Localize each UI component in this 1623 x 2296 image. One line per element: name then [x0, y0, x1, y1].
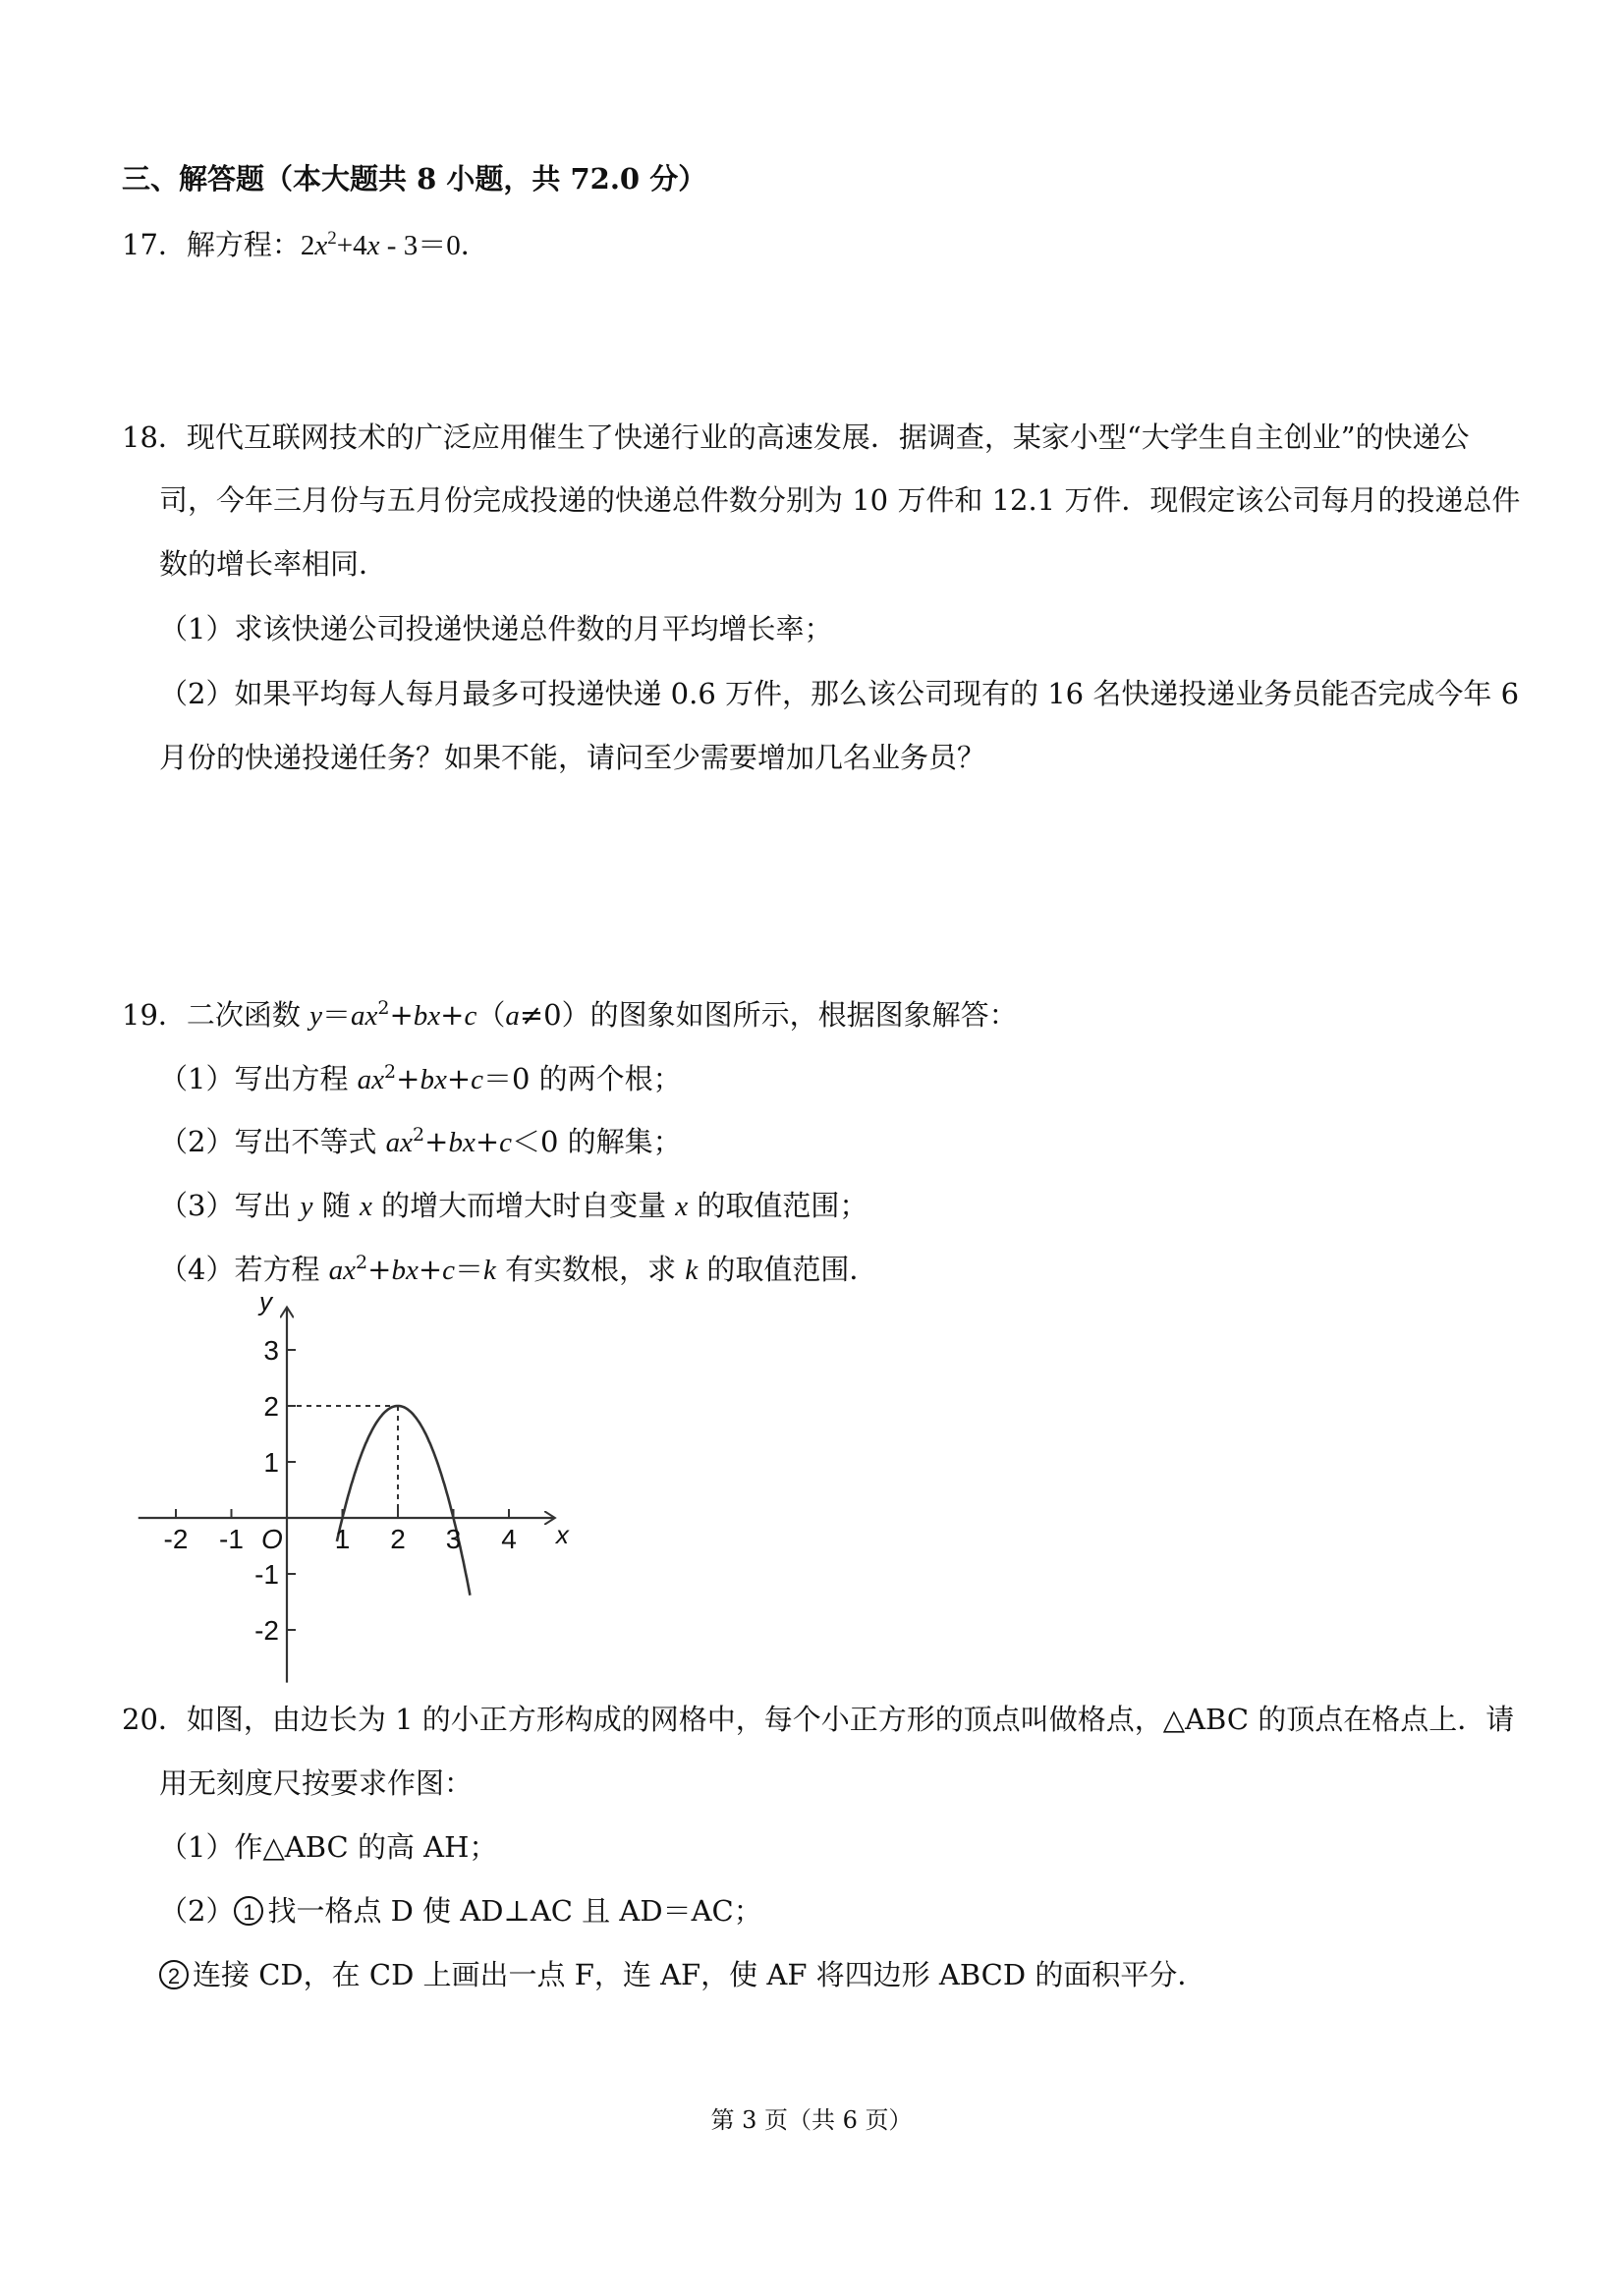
y-axis-label: y	[259, 1286, 272, 1316]
question-number: 17．	[122, 228, 187, 261]
question-19-part-3: （3）写出 y 随 x 的增大而增大时自变量 x 的取值范围；	[159, 1189, 868, 1222]
question-19-part-1: （1）写出方程 $ax^2+bx+c=0$ 的两个根；	[159, 1061, 682, 1095]
parabola-graph	[147, 1286, 580, 1685]
question-number: 20．	[122, 1703, 187, 1736]
question-20-part-2: （2） 1 找一格点 D 使 AD⊥AC 且 AD＝AC；	[159, 1894, 762, 1928]
question-18-line-2: 司，今年三月份与五月份完成投递的快递总件数分别为 10 万件和 12.1 万件．现假定该公司每月的投递总件	[159, 483, 1521, 517]
x-tick-label: -1	[219, 1524, 244, 1554]
question-lead: 解方程：	[186, 228, 301, 261]
question-19-part-4: （4）若方程 $ax^2+bx+c=k$ 有实数根，求 k 的取值范围．	[159, 1252, 878, 1286]
y-tick-label: 1	[263, 1447, 279, 1478]
question-19-stem: 19．二次函数 $y=ax^2+bx+c(a\ne 0)$的图象如图所示，根据图象解答：	[122, 997, 1018, 1032]
section-heading: 三、解答题（本大题共 8 小题，共 72.0 分）	[122, 162, 707, 196]
question-18-line-1: 18．现代互联网技术的广泛应用催生了快递行业的高速发展．据调查，某家小型“大学生自主创业”的快递公	[122, 420, 1470, 454]
question-18-part-2-line-1: （2）如果平均每人每月最多可投递快递 0.6 万件，那么该公司现有的 16 名快递投递业务员能否完成今年 6	[159, 677, 1520, 710]
question-18-part-1: （1）求该快递公司投递快递总件数的月平均增长率；	[159, 612, 833, 645]
x-tick-label: -2	[163, 1524, 189, 1554]
parabola-curve	[334, 1406, 471, 1596]
question-18-line-3: 数的增长率相同．	[159, 547, 388, 581]
x-tick-label: 1	[334, 1524, 351, 1554]
y-tick-label: -2	[254, 1615, 279, 1646]
equation: $2x^2+4x - 3=0$．	[300, 228, 489, 261]
circled-two-icon: 2	[159, 1960, 189, 1989]
x-tick-label: 3	[445, 1524, 462, 1554]
question-20-line-1: 20．如图，由边长为 1 的小正方形构成的网格中，每个小正方形的顶点叫做格点，△ABC 的顶点在格点上．请	[122, 1703, 1515, 1736]
question-17	[122, 225, 489, 265]
y-tick-label: 2	[263, 1391, 279, 1422]
question-20-line-2: 用无刻度尺按要求作图：	[159, 1766, 474, 1800]
question-19-part-2: （2）写出不等式 $ax^2+bx+c<0$ 的解集；	[159, 1124, 682, 1158]
question-number: 19．	[122, 998, 187, 1032]
origin-label: O	[261, 1524, 283, 1554]
question-number: 18．	[122, 420, 187, 454]
x-axis-label: x	[555, 1520, 569, 1549]
question-20-part-1: （1）作△ABC 的高 AH；	[159, 1830, 498, 1864]
page-footer: 第 3 页（共 6 页）	[710, 2106, 913, 2134]
y-tick-label: 3	[263, 1335, 279, 1366]
question-18-part-2-line-2: 月份的快递投递任务？如果不能，请问至少需要增加几名业务员？	[159, 741, 986, 774]
question-20-part-3: 2 连接 CD，在 CD 上画出一点 F，连 AF，使 AF 将四边形 ABCD 的面积平分．	[159, 1955, 1205, 1994]
x-tick-label: 2	[390, 1524, 406, 1554]
circled-one-icon: 1	[234, 1896, 263, 1926]
y-tick-label: -1	[254, 1559, 279, 1590]
x-tick-label: 4	[501, 1524, 517, 1554]
